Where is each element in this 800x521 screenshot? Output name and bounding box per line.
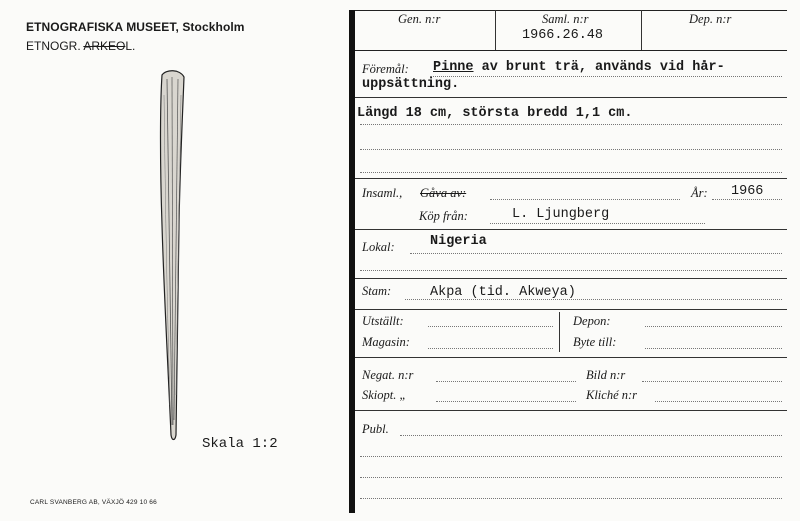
photo-separator (355, 357, 787, 358)
hairpin-drawing (150, 65, 210, 450)
department-prefix: ETNOGR. (26, 39, 81, 53)
storage-separator (355, 309, 787, 310)
saml-nr-value: 1966.26.48 (522, 28, 604, 43)
lokal-separator (355, 229, 787, 230)
publ-dotted-line-3 (360, 477, 782, 478)
kop-dotted-line (490, 223, 705, 224)
publ-dotted-line-1 (400, 435, 782, 436)
ar-dotted-line (712, 199, 782, 200)
magasin-dotted-line (428, 348, 553, 349)
foremal-value-line2: uppsättning. (362, 77, 460, 92)
header-divider-2 (641, 10, 642, 50)
scale-label: Skala 1:2 (202, 436, 278, 452)
gava-struck-label: Gåva av: (420, 186, 467, 200)
skiopt-label: Skiopt. „ (362, 388, 407, 402)
foremal-keyword: Pinne (433, 60, 474, 75)
storage-divider (559, 312, 560, 352)
header-divider-1 (495, 10, 496, 50)
negat-label: Negat. n:r (362, 368, 414, 382)
stam-dotted-line (405, 299, 782, 300)
depon-dotted-line (645, 326, 782, 327)
dotted-line-3 (360, 172, 782, 173)
byte-dotted-line (645, 348, 782, 349)
museum-name: ETNOGRAFISKA MUSEET, Stockholm (26, 20, 245, 34)
stam-separator (355, 278, 787, 279)
gen-nr-label: Gen. n:r (398, 12, 441, 26)
ar-label: År: (691, 186, 708, 200)
skiopt-dotted-line (436, 401, 576, 402)
publ-dotted-line-4 (360, 498, 782, 499)
ar-value: 1966 (731, 184, 764, 199)
lokal-dotted-line (410, 253, 782, 254)
bild-label: Bild n:r (586, 368, 626, 382)
depon-label: Depon: (573, 314, 611, 328)
department-suffix: L. (125, 39, 136, 53)
department-struck: ARKEO (83, 39, 126, 53)
department-line (26, 39, 135, 53)
dotted-line-2 (360, 149, 782, 150)
lokal-value: Nigeria (430, 234, 487, 249)
bild-dotted-line (642, 381, 782, 382)
printer-imprint: CARL SVANBERG AB, VÄXJÖ 429 10 66 (30, 499, 157, 506)
card-spine (349, 10, 355, 513)
foremal-value (433, 60, 725, 75)
dotted-line-1 (360, 124, 782, 125)
lokal-label: Lokal: (362, 240, 395, 254)
publ-dotted-line-2 (360, 456, 782, 457)
dep-nr-label: Dep. n:r (689, 12, 732, 26)
publ-label: Publ. (362, 422, 389, 436)
byte-till-label: Byte till: (573, 335, 617, 349)
negat-dotted-line (436, 381, 576, 382)
measurements-line: Längd 18 cm, största bredd 1,1 cm. (357, 106, 633, 121)
kop-fran-value: L. Ljungberg (512, 207, 610, 222)
foremal-separator (355, 97, 787, 98)
kop-fran-label: Köp från: (419, 209, 468, 223)
insaml-label: Insaml., (362, 186, 403, 200)
insaml-dotted-line (490, 199, 680, 200)
foremal-dotted-line (430, 76, 782, 77)
foremal-label: Föremål: (362, 62, 409, 76)
saml-nr-label: Saml. n:r (542, 12, 589, 26)
magasin-label: Magasin: (362, 335, 410, 349)
top-border (355, 10, 787, 11)
utstallt-label: Utställt: (362, 314, 404, 328)
utstallt-dotted-line (428, 326, 553, 327)
stam-value: Akpa (tid. Akweya) (430, 285, 576, 300)
foremal-description: av brunt trä, används vid hår- (481, 60, 725, 75)
header-bottom-border (355, 50, 787, 51)
publ-separator (355, 410, 787, 411)
kliche-label: Kliché n:r (586, 388, 638, 402)
kliche-dotted-line (655, 401, 782, 402)
stam-label: Stam: (362, 284, 392, 298)
insaml-separator (355, 178, 787, 179)
lokal-dotted-line-2 (360, 270, 782, 271)
